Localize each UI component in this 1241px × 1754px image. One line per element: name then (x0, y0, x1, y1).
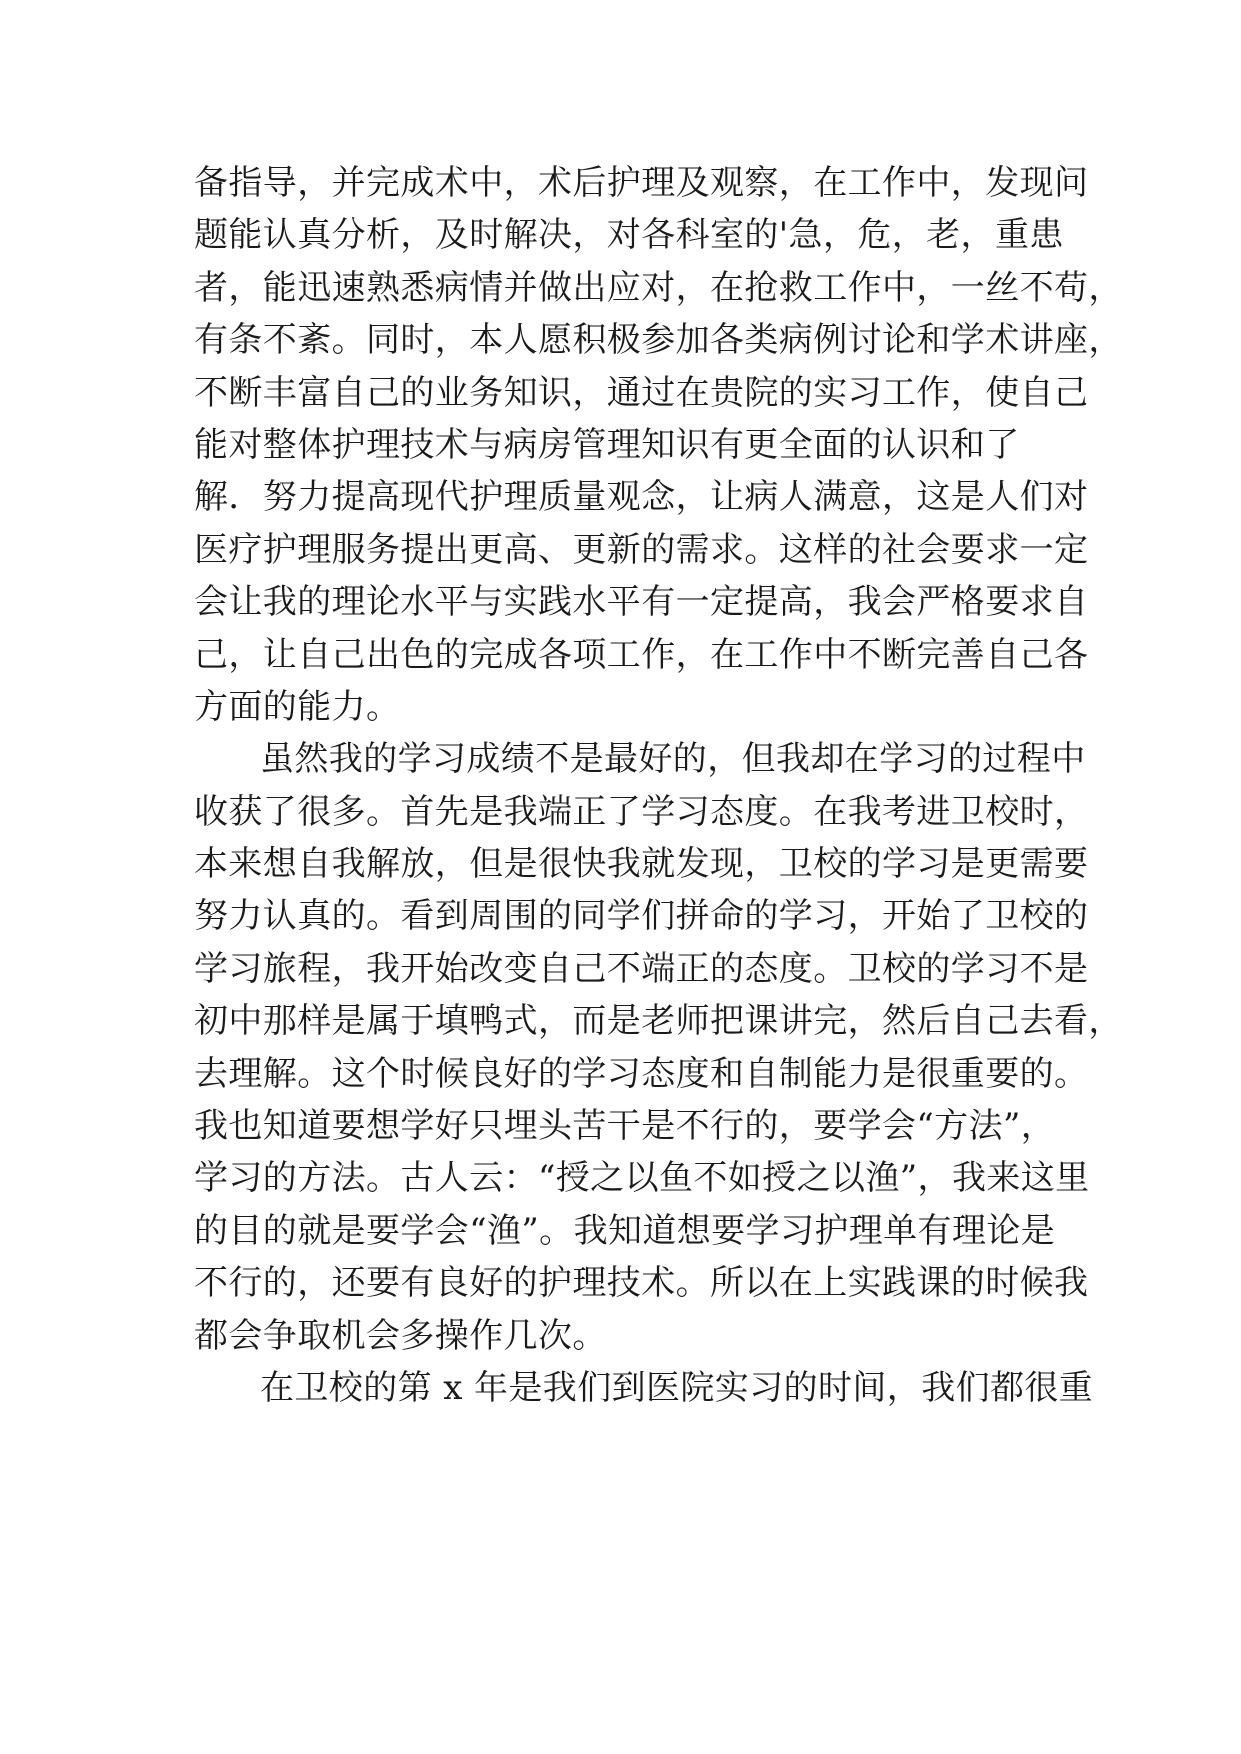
text-line: 我也知道要想学好只埋头苦干是不行的，要学会“方法”， (194, 1106, 1056, 1147)
text-line: 去理解。这个时候良好的学习态度和自制能力是很重要的。 (194, 1053, 1089, 1094)
text-line: 努力认真的。看到周围的同学们拼命的学习，开始了卫校的 (194, 896, 1089, 937)
text-line: 初中那样是属于填鸭式，而是老师把课讲完，然后自己去看， (194, 1001, 1123, 1042)
text-line: 者，能迅速熟悉病情并做出应对，在抢救工作中，一丝不苟， (194, 267, 1123, 308)
text-line: 都会争取机会多操作几次。 (194, 1315, 607, 1356)
text-line: 题能认真分析，及时解决，对各科室的'急，危，老，重患 (194, 215, 1064, 256)
text-line: 会让我的理论水平与实践水平有一定提高，我会严格要求自 (194, 582, 1089, 623)
text-line: 学习的方法。古人云：“授之以鱼不如授之以渔”，我来这里 (194, 1158, 1090, 1199)
text-line: 备指导，并完成术中，术后护理及观察，在工作中，发现问 (194, 163, 1089, 203)
text-line: 收获了很多。首先是我端正了学习态度。在我考进卫校时， (194, 791, 1089, 832)
text-line: 有条不紊。同时，本人愿积极参加各类病例讨论和学术讲座， (194, 320, 1123, 361)
text-line: 的目的就是要学会“渔”。我知道想要学习护理单有理论是 (194, 1210, 1056, 1251)
text-line: 解．努力提高现代护理质量观念，让病人满意，这是人们对 (194, 477, 1089, 518)
text-line: 不断丰富自己的业务知识，通过在贵院的实习工作，使自己 (194, 372, 1089, 413)
text-line: 学习旅程，我开始改变自己不端正的态度。卫校的学习不是 (194, 948, 1089, 989)
text-line: 能对整体护理技术与病房管理知识有更全面的认识和了 (194, 424, 1020, 465)
document-body (194, 157, 1123, 1414)
text-line: 不行的，还要有良好的护理技术。所以在上实践课的时候我 (194, 1263, 1089, 1304)
text-line: 在卫校的第 x 年是我们到医院实习的时间，我们都很重 (260, 1367, 1094, 1408)
text-line: 虽然我的学习成绩不是最好的，但我却在学习的过程中 (260, 739, 1086, 780)
text-line: 本来想自我解放，但是很快我就发现，卫校的学习是更需要 (194, 844, 1089, 885)
text-line: 医疗护理服务提出更高、更新的需求。这样的社会要求一定 (194, 529, 1089, 570)
text-line: 己，让自己出色的完成各项工作，在工作中不断完善自己各 (194, 634, 1089, 675)
text-line: 方面的能力。 (194, 686, 401, 727)
